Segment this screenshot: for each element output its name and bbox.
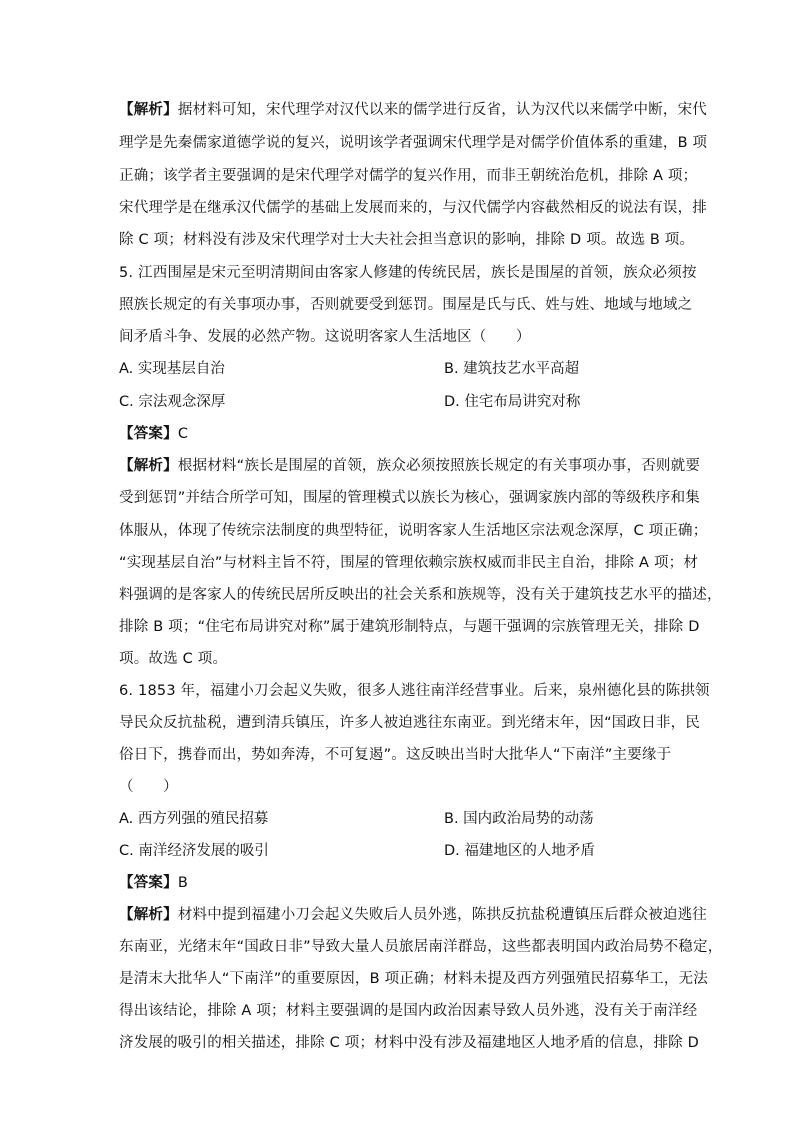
q4-analysis-line-3: 正确；该学者主要强调的是宋代理学对儒学的复兴作用，而非王朝统治危机，排除 A 项； bbox=[119, 168, 698, 184]
q4-analysis-line-2: 理学是先秦儒家道德学说的复兴，说明该学者强调宋代理学是对儒学价值体系的重建，B 项 bbox=[119, 135, 708, 151]
analysis-tag: 【解析】 bbox=[119, 458, 178, 474]
q6-option-d: D. 福建地区的人地矛盾 bbox=[444, 843, 595, 859]
analysis-tag: 【解析】 bbox=[119, 102, 178, 118]
answer-value: C bbox=[177, 426, 189, 442]
q6-answer bbox=[119, 873, 679, 893]
q5-analysis-line-1 bbox=[119, 456, 701, 476]
analysis-tag: 【解析】 bbox=[119, 907, 178, 923]
answer-tag: 【答案】 bbox=[119, 875, 178, 891]
q6-option-b: B. 国内政治局势的动荡 bbox=[444, 811, 594, 827]
answer-tag: 【答案】 bbox=[119, 426, 178, 442]
analysis-text: 根据材料“族长是围屋的首领，族众必须按照族长规定的有关事项办事，否则就要 bbox=[177, 458, 701, 474]
q5-analysis-line-4: “实现基层自治”与材料主旨不符，围屋的管理依赖宗族权威而非民主自治，排除 A 项；材 bbox=[119, 555, 699, 571]
analysis-text: 材料中提到福建小刀会起义失败后人员外逃，陈拱反抗盐税遭镇压后群众被迫逃往 bbox=[177, 907, 708, 923]
q6-analysis-line-5: 济发展的吸引的相关描述，排除 C 项；材料中没有涉及福建地区人地矛盾的信息，排除 D bbox=[119, 1035, 700, 1051]
q6-analysis-line-4: 得出该结论，排除 A 项；材料主要强调的是国内政治因素导致人员外逃，没有关于南洋经 bbox=[119, 1003, 698, 1019]
q4-analysis-line-1 bbox=[119, 100, 708, 120]
q5-analysis-line-6: 排除 B 项；“住宅布局讲究对称”属于建筑形制特点，与题干强调的宗族管理无关，排除 D bbox=[119, 619, 700, 635]
q6-stem-line-4: （ ） bbox=[119, 779, 178, 795]
q5-analysis-line-2: 受到惩罚”并结合所学可知，围屋的管理模式以族长为核心，强调家族内部的等级秩序和集 bbox=[119, 490, 701, 506]
q6-option-c: C. 南洋经济发展的吸引 bbox=[119, 843, 269, 859]
q5-stem-line-1: 5. 江西围屋是宋元至明清期间由客家人修建的传统民居，族长是围屋的首领，族众必须按 bbox=[119, 265, 697, 281]
q5-answer bbox=[119, 424, 679, 444]
q6-analysis-line-2: 东南亚，光绪末年“国政日非”导致大量人员旅居南洋群岛，这些都表明国内政治局势不稳定， bbox=[119, 939, 723, 955]
q6-analysis-line-1 bbox=[119, 905, 708, 925]
q4-analysis-line-5: 除 C 项；材料没有涉及宋代理学对士大夫社会担当意识的影响，排除 D 项。故选 B 项。 bbox=[119, 232, 695, 248]
q4-analysis-line-4: 宋代理学是在继承汉代儒学的基础上发展而来的，与汉代儒学内容截然相反的说法有误，排 bbox=[119, 200, 707, 216]
q5-analysis-line-5: 料强调的是客家人的传统民居所反映出的社会关系和族规等，没有关于建筑技艺水平的描述， bbox=[119, 587, 722, 603]
q5-analysis-line-3: 体服从，体现了传统宗法制度的典型特征，说明客家人生活地区宗法观念深厚，C 项正确； bbox=[119, 523, 708, 539]
q5-option-c: C. 宗法观念深厚 bbox=[119, 394, 226, 410]
q6-stem-line-2: 导民众反抗盐税，遭到清兵镇压，许多人被迫逃往东南亚。到光绪末年，因“国政日非，民 bbox=[119, 715, 701, 731]
q5-stem-line-2: 照族长规定的有关事项办事，否则就要受到惩罚。围屋是氏与氏、姓与姓、地域与地域之 bbox=[119, 297, 693, 313]
q6-stem-line-1: 6. 1853 年，福建小刀会起义失败，很多人逃往南洋经营事业。后来，泉州德化县的陈拱领 bbox=[119, 683, 710, 699]
q6-option-a: A. 西方列强的殖民招募 bbox=[119, 811, 269, 827]
q6-stem-line-3: 俗日下，携眷而出，势如奔涛，不可复遏”。这反映出当时大批华人“下南洋”主要缘于 bbox=[119, 747, 672, 763]
q6-analysis-line-3: 是清末大批华人“下南洋”的重要原因，B 项正确；材料未提及西方列强殖民招募华工，无法 bbox=[119, 971, 708, 987]
q5-option-b: B. 建筑技艺水平高超 bbox=[444, 361, 580, 377]
q5-option-d: D. 住宅布局讲究对称 bbox=[444, 394, 581, 410]
analysis-text: 据材料可知，宋代理学对汉代以来的儒学进行反省，认为汉代以来儒学中断，宋代 bbox=[177, 102, 708, 118]
q5-option-a: A. 实现基层自治 bbox=[119, 361, 225, 377]
q5-stem-line-3: 间矛盾斗争、发展的必然产物。这说明客家人生活地区（ ） bbox=[119, 329, 531, 345]
answer-value: B bbox=[177, 875, 188, 891]
q5-analysis-line-7: 项。故选 C 项。 bbox=[119, 651, 228, 667]
